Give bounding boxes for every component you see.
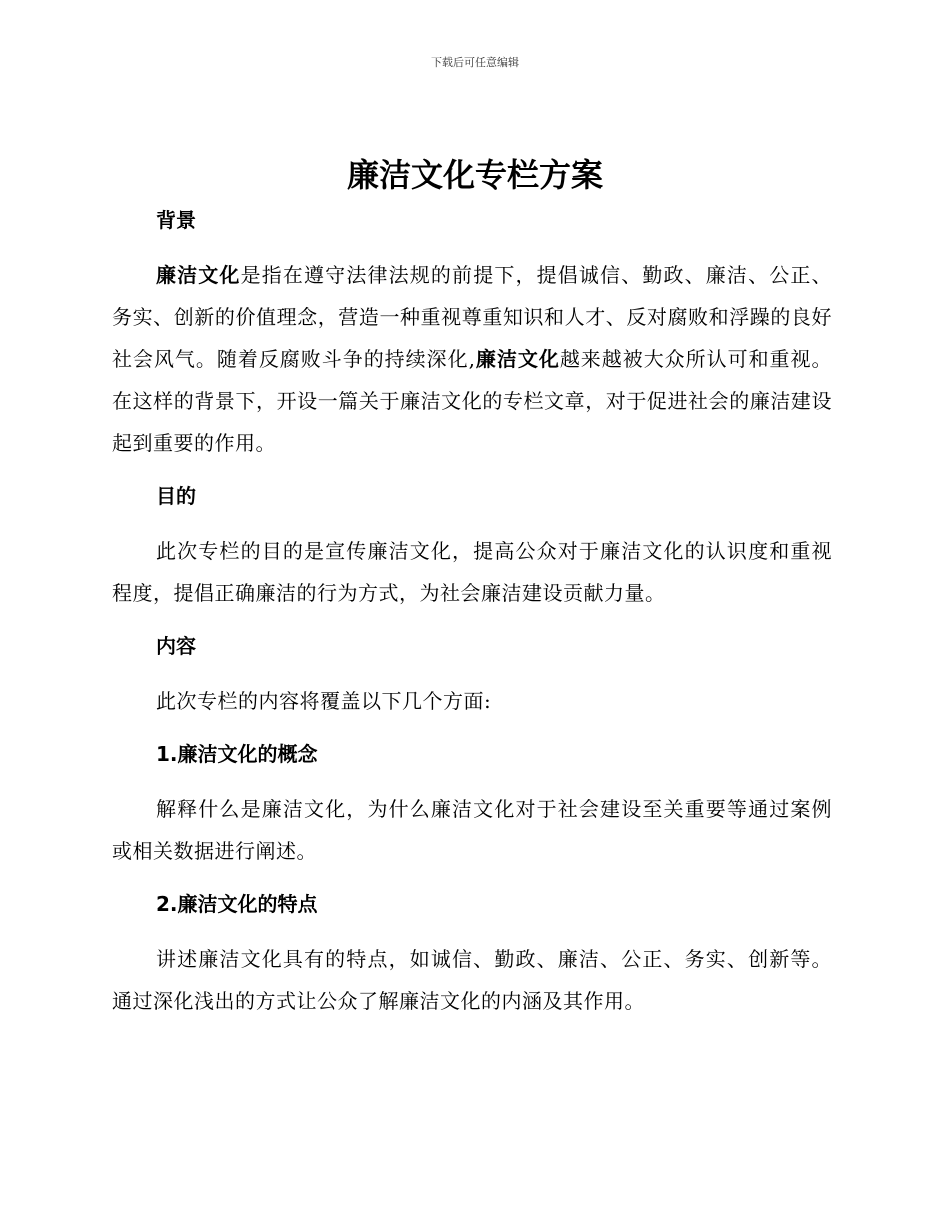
document-title: 廉洁文化专栏方案 bbox=[346, 156, 603, 194]
section-heading-item1: 1.廉洁文化的概念 bbox=[156, 742, 318, 766]
paragraph-text: 是指在遵守法律法规的前提下，提倡诚信、勤政、廉洁、公正、务实、创新的价值理念，营造一种重视尊重知识和人才、反对腐败和浮躁的良好社会风气。随着反腐败斗争的持续深化, bbox=[112, 263, 833, 371]
bold-term: 廉洁文化 bbox=[475, 347, 560, 371]
section-heading-purpose: 目的 bbox=[156, 484, 196, 508]
paragraph-item2: 讲述廉洁文化具有的特点，如诚信、勤政、廉洁、公正、务实、创新等。通过深化浅出的方式让公众了解廉洁文化的内涵及其作用。 bbox=[112, 947, 832, 1013]
paragraph-purpose: 此次专栏的目的是宣传廉洁文化，提高公众对于廉洁文化的认识度和重视程度，提倡正确廉洁的行为方式，为社会廉洁建设贡献力量。 bbox=[112, 539, 832, 605]
paragraph-item1: 解释什么是廉洁文化，为什么廉洁文化对于社会建设至关重要等通过案例或相关数据进行阐述。 bbox=[112, 797, 832, 863]
header-note: 下载后可任意编辑 bbox=[431, 56, 519, 69]
section-heading-item2: 2.廉洁文化的特点 bbox=[156, 892, 318, 916]
section-heading-content: 内容 bbox=[156, 634, 196, 658]
bold-term: 廉洁文化 bbox=[156, 263, 241, 287]
paragraph-background bbox=[112, 254, 832, 464]
paragraph-text: 越来越被大众所认可和重视。在这样的背景下，开设一篇关于廉洁文化的专栏文章，对于促进社会的廉洁建设起到重要的作用。 bbox=[112, 347, 833, 455]
document-body bbox=[112, 200, 832, 1034]
section-heading-background: 背景 bbox=[156, 208, 196, 232]
paragraph-content-intro: 此次专栏的内容将覆盖以下几个方面: bbox=[156, 689, 492, 713]
